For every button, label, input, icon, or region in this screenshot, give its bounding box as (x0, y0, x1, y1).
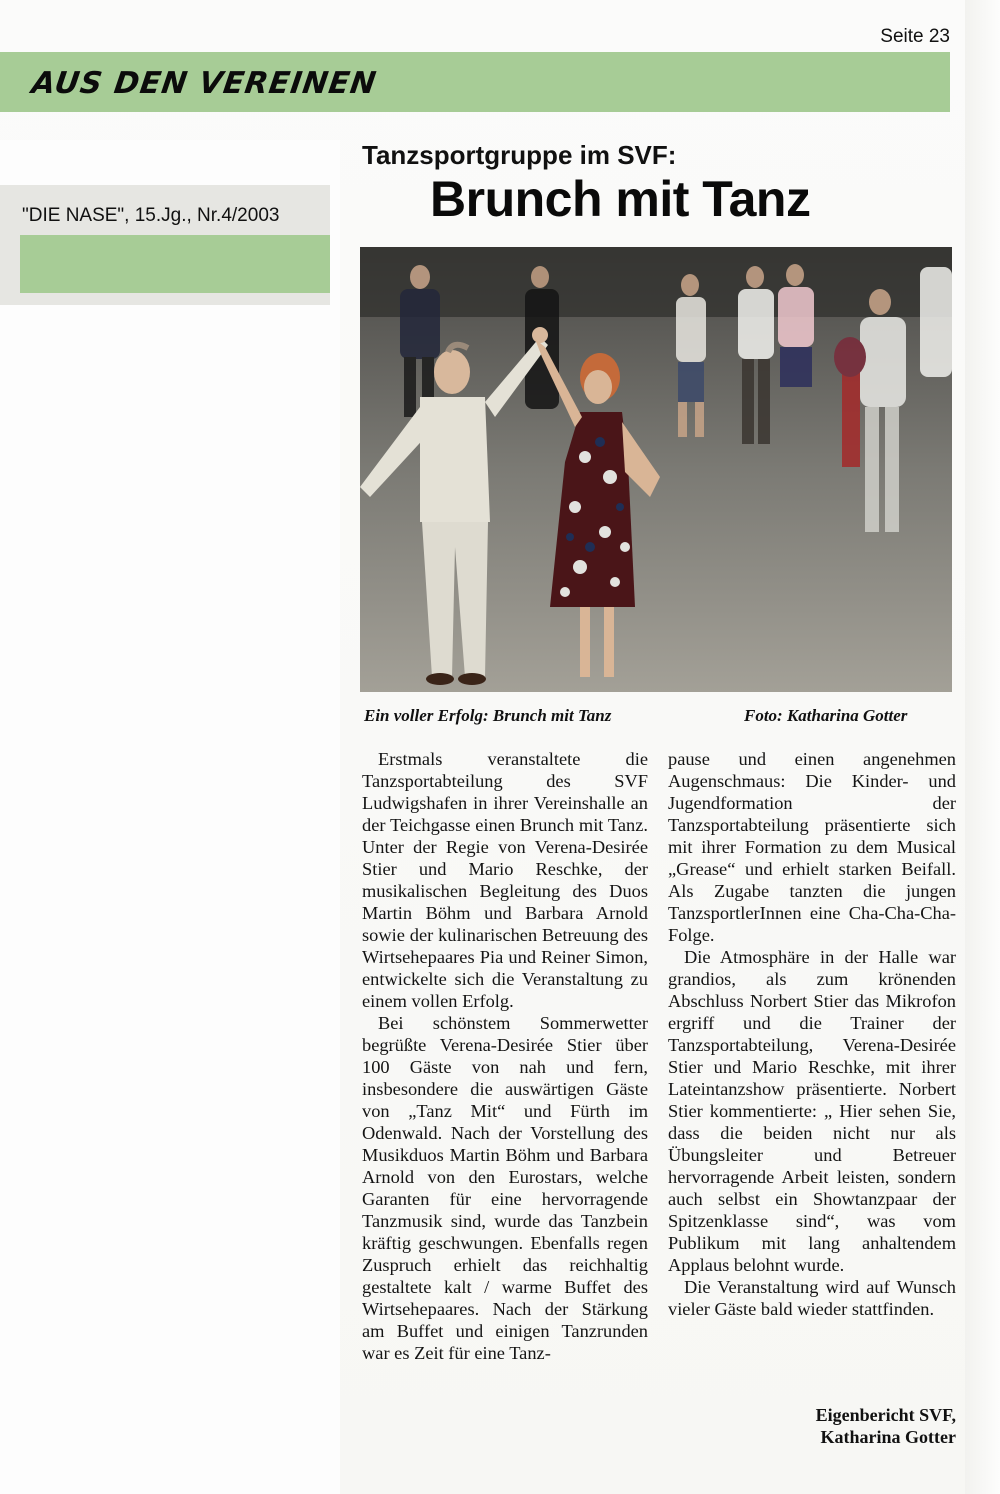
article-photo (360, 247, 952, 692)
byline-source: Eigenbericht SVF, (815, 1405, 956, 1425)
article-overline: Tanzsportgruppe im SVF: (362, 140, 677, 170)
source-color-bar (20, 235, 330, 293)
blank-margin (0, 140, 340, 1494)
paragraph: Erstmals veranstaltete die Tanzsportabteilung des SVF Ludwigshafen in ihrer Vereinshalle an der Teichgasse einen Brunch mit Tanz. Unter der Regie von Verena-Desirée Stier und Mario Reschke, der musikalischen Begleitung des Duos Martin Böhm und Barbara Arnold sowie der kulinarischen Betreuung des Wirtsehepaares Pia und Reiner Simon, entwickelte sich die Veranstaltung zu einem vollen Erfolg. (362, 749, 648, 1011)
article-headline: Brunch mit Tanz (430, 171, 811, 227)
byline-author: Katharina Gotter (820, 1427, 956, 1447)
article-column-1 (362, 748, 648, 1364)
byline (740, 1404, 956, 1448)
article-column-2 (668, 748, 956, 1320)
dance-photo-illustration (360, 247, 952, 692)
photo-credit: Foto: Katharina Gotter (744, 706, 908, 725)
paragraph: Bei schönstem Sommerwetter begrüßte Verena-Desirée Stier über 100 Gäste von nah und fern, insbesondere die auswärtigen Gäste von „Tanz Mit“ und Fürth im Odenwald. Nach der Vorstellung des Musikduos Martin Böhm und Barbara Arnold von den Eurostars, welche Garanten für eine hervorragende Tanzmusik sind, wurde das Tanzbein kräftig geschwungen. Ebenfalls regen Zuspruch erhielt das reichhaltig gestaltete kalt / warme Buffet des Wirtsehepaares. Nach der Stärkung am Buffet und einigen Tanzrunden war es Zeit für eine Tanz- (362, 1013, 648, 1363)
photo-caption: Ein voller Erfolg: Brunch mit Tanz (364, 706, 612, 725)
source-label: "DIE NASE", 15.Jg., Nr.4/2003 (22, 205, 280, 226)
section-title: AUS DEN VEREINEN (29, 66, 379, 101)
adjacent-page-edge (965, 0, 1000, 1494)
page-number: Seite 23 (880, 26, 950, 47)
paragraph: Die Atmosphäre in der Halle war grandios, als zum krönenden Abschluss Norbert Stier das Mikrofon ergriff und die Trainer der Tanzsportabteilung, Verena-Desirée Stier und Mario Reschke, mit ihrer Lateintanzshow präsentierte. Norbert Stier kommentierte: „ Hier sehen Sie, dass die beiden nicht nur als Übungsleiter und Betreuer hervorragende Arbeit leisten, sondern auch selbst ein Showtanzpaar der Spitzenklasse sind“, was vom Publikum mit lang anhaltendem Applaus belohnt wurde. (668, 947, 956, 1275)
paragraph: Die Veranstaltung wird auf Wunsch vieler Gäste bald wieder stattfinden. (668, 1277, 956, 1319)
paragraph: pause und einen angenehmen Augenschmaus: Die Kinder- und Jugendformation der Tanzsportabteilung präsentierte sich mit ihrer Formation zu dem Musical „Grease“ und erhielt starken Beifall. Als Zugabe tanzten die jungen TanzsportlerInnen eine Cha-Cha-Cha-Folge. (668, 749, 956, 945)
